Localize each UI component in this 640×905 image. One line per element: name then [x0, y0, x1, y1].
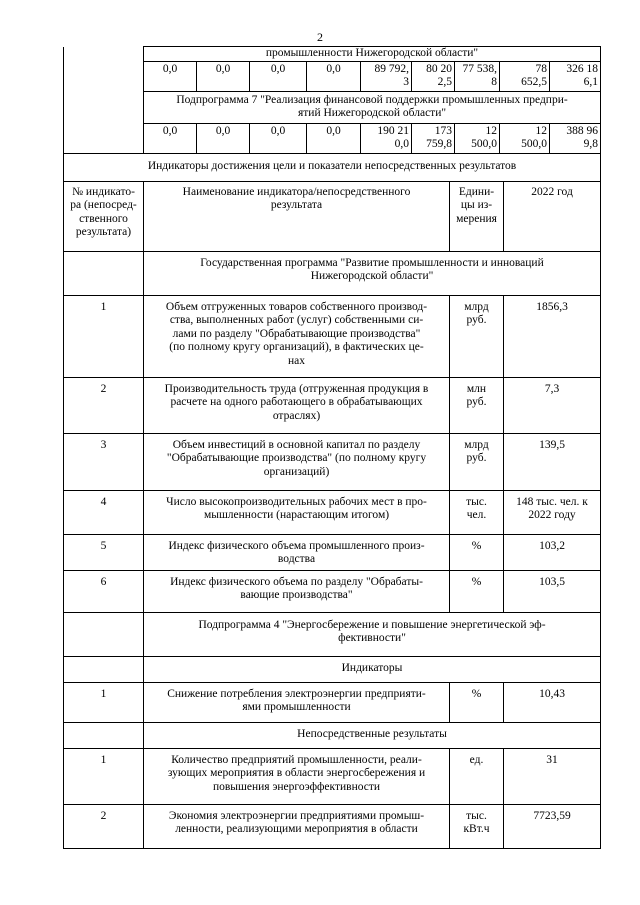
row-name: Индекс физического объема по разделу "Обрабаты- вающие производства"	[144, 570, 450, 612]
row-unit: тыс. кВт.ч	[450, 804, 504, 848]
indicators-label: Индикаторы	[144, 656, 601, 682]
row-number: 3	[64, 433, 144, 490]
empty-cell	[64, 656, 144, 682]
table-row	[64, 682, 601, 722]
budget-cell: 89 792, 3	[361, 61, 412, 91]
budget-cell: 78 652,5	[500, 61, 550, 91]
row-unit: млрд руб.	[450, 295, 504, 377]
budget-cell: 0,0	[307, 61, 361, 91]
table-row	[64, 570, 601, 612]
row-value: 103,5	[504, 570, 601, 612]
budget-cell: 173 759,8	[412, 123, 455, 153]
row-unit: млн руб.	[450, 377, 504, 433]
row-value: 1856,3	[504, 295, 601, 377]
row-number: 1	[64, 295, 144, 377]
table-row	[64, 748, 601, 804]
budget-cell: 77 538, 8	[455, 61, 500, 91]
budget-cell: 0,0	[197, 61, 250, 91]
budget-cell: 12 500,0	[455, 123, 500, 153]
table-row	[64, 804, 601, 848]
empty-cell	[64, 612, 144, 656]
row-unit: тыс. чел.	[450, 490, 504, 534]
row-value: 7,3	[504, 377, 601, 433]
budget-table	[63, 46, 601, 154]
row-value: 31	[504, 748, 601, 804]
budget-cell: 0,0	[307, 123, 361, 153]
row-number: 6	[64, 570, 144, 612]
row-number: 1	[64, 748, 144, 804]
budget-cell: 0,0	[250, 61, 307, 91]
row-unit: %	[450, 682, 504, 722]
row-number: 5	[64, 534, 144, 570]
budget-cell: 0,0	[144, 123, 197, 153]
row-value: 148 тыс. чел. к 2022 году	[504, 490, 601, 534]
row-name: Объем инвестиций в основной капитал по разделу "Обрабатывающие производства" (по полному кругу организаций)	[144, 433, 450, 490]
budget-cell: 12 500,0	[500, 123, 550, 153]
row-name: Снижение потребления электроэнергии предприяти- ями промышленности	[144, 682, 450, 722]
row-name: Производительность труда (отгруженная продукция в расчете на одного работающего в обрабатывающих отраслях)	[144, 377, 450, 433]
row-value: 103,2	[504, 534, 601, 570]
table-row	[64, 295, 601, 377]
budget-cell: 80 20 2,5	[412, 61, 455, 91]
row-name: Индекс физического объема промышленного произ- водства	[144, 534, 450, 570]
row-unit: %	[450, 570, 504, 612]
budget-cell: 326 18 6,1	[550, 61, 601, 91]
program-name-tail: промышленности Нижегородской области"	[144, 47, 601, 62]
empty-cell	[64, 251, 144, 295]
budget-cell: 0,0	[144, 61, 197, 91]
table-row	[64, 490, 601, 534]
indicators-table	[63, 153, 601, 849]
budget-cell: 190 21 0,0	[361, 123, 412, 153]
row-unit: %	[450, 534, 504, 570]
row-value: 7723,59	[504, 804, 601, 848]
budget-row	[64, 123, 601, 153]
row-value: 139,5	[504, 433, 601, 490]
subprogram-7-title: Подпрограмма 7 "Реализация финансовой поддержки промышленных предпри- ятий Нижегородской области"	[144, 91, 601, 123]
row-name: Число высокопроизводительных рабочих мест в про- мышленности (нарастающим итогом)	[144, 490, 450, 534]
table-row	[64, 377, 601, 433]
document-body	[63, 46, 600, 849]
header-year: 2022 год	[504, 181, 601, 251]
budget-cell: 388 96 9,8	[550, 123, 601, 153]
indicators-section-title: Индикаторы достижения цели и показатели непосредственных результатов	[64, 153, 601, 181]
header-name: Наименование индикатора/непосредственного результата	[144, 181, 450, 251]
budget-cell: 0,0	[197, 123, 250, 153]
row-unit: ед.	[450, 748, 504, 804]
row-number: 4	[64, 490, 144, 534]
budget-row	[64, 61, 601, 91]
row-number: 2	[64, 804, 144, 848]
direct-results-label: Непосредственные результаты	[144, 722, 601, 748]
header-number: № индикато- ра (непосред- ственного результата)	[64, 181, 144, 251]
left-blank-cell	[64, 47, 144, 154]
row-unit: млрд руб.	[450, 433, 504, 490]
state-program-title: Государственная программа "Развитие промышленности и инноваций Нижегородской области"	[144, 251, 601, 295]
page-number: 2	[317, 30, 323, 44]
budget-cell: 0,0	[250, 123, 307, 153]
subprogram-4-title: Подпрограмма 4 "Энергосбережение и повышение энергетической эф- фективности"	[144, 612, 601, 656]
row-value: 10,43	[504, 682, 601, 722]
table-row	[64, 433, 601, 490]
header-unit: Едини- цы из- мерения	[450, 181, 504, 251]
table-row	[64, 534, 601, 570]
empty-cell	[64, 722, 144, 748]
row-name: Количество предприятий промышленности, реали- зующих мероприятия в области энергосбережения и повышения энергоэффективности	[144, 748, 450, 804]
row-name: Объем отгруженных товаров собственного производ- ства, выполненных работ (услуг) собственными си- лами по разделу "Обрабатывающие производства" (по полному кругу организаций), в фактических це- нах	[144, 295, 450, 377]
table-header-row	[64, 181, 601, 251]
row-number: 2	[64, 377, 144, 433]
row-name: Экономия электроэнергии предприятиями промыш- ленности, реализующими мероприятия в области	[144, 804, 450, 848]
row-number: 1	[64, 682, 144, 722]
